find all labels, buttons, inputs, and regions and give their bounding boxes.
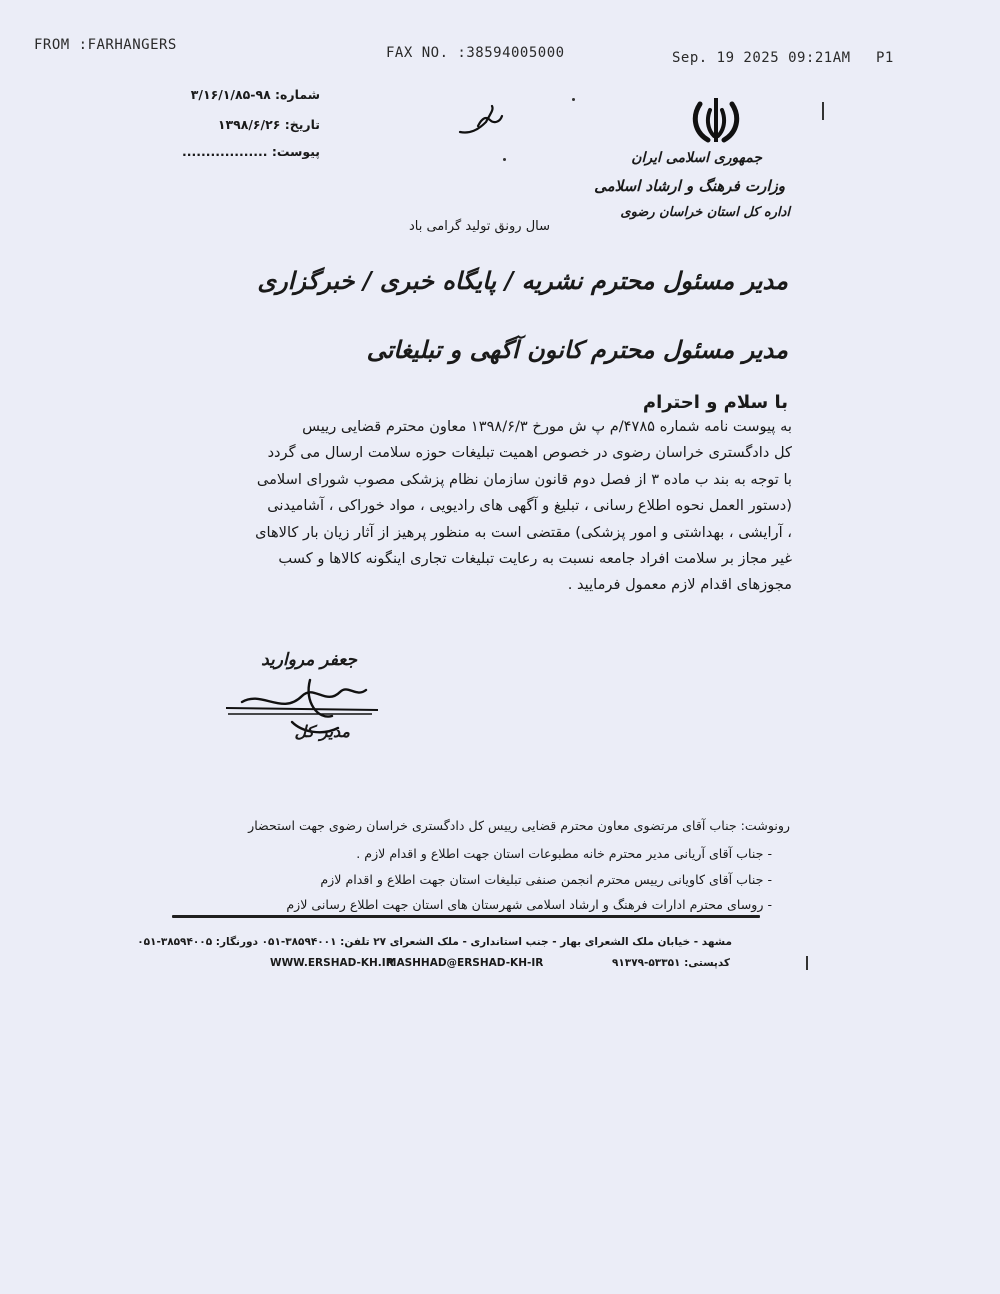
body-line: ، آرایشی ، بهداشتی و امور پزشکی) مقتضی است به منظور پرهیز از آثار زیان بار کالاهای [255, 523, 792, 541]
cc-line: - جناب آقای کاویانی رییس محترم انجمن صنفی تبلیغات استان جهت اطلاع و اقدام لازم [320, 872, 772, 887]
cc-line: رونوشت: جناب آقای مرتضوی معاون محترم قضایی رییس کل دادگستری خراسان رضوی جهت استحضار [248, 818, 790, 833]
signer-name: جعفر مروارید [261, 650, 357, 670]
cc-line: - روسای محترم ادارات فرهنگ و ارشاد اسلامی شهرستان های استان جهت اطلاع رسانی لازم [286, 897, 772, 912]
cc-line: - جناب آقای آریانی مدیر محترم خانه مطبوعات استان جهت اطلاع و اقدام لازم . [356, 846, 772, 861]
letterhead-office: اداره کل استان خراسان رضوی [620, 205, 790, 220]
fax-from: FROM :FARHANGERS [34, 37, 177, 53]
body-line: کل دادگستری خراسان رضوی در خصوص اهمیت تبلیغات حوزه سلامت ارسال می گردد [267, 444, 792, 462]
body-line: مجوزهای اقدام لازم معمول فرمایید . [567, 576, 792, 594]
footer-divider [172, 915, 760, 918]
body-line: (دستور العمل نحوه اطلاع رسانی ، تبلیغ و آگهی های رادیویی ، مواد خوراکی ، آشامیدنی [267, 497, 792, 515]
body-line: به پیوست نامه شماره ۴۷۸۵/م پ ش مورخ ۱۳۹۸/۶/۳ معاون محترم قضایی رییس [302, 418, 792, 435]
fax-page: P1 [876, 50, 894, 66]
body-line: با توجه به بند ب ماده ۳ از فصل دوم قانون سازمان نظام پزشکی مصوب شورای اسلامی [256, 470, 792, 488]
letterhead-country: جمهوری اسلامی ایران [631, 150, 762, 166]
letterhead-ministry: وزارت فرهنگ و ارشاد اسلامی [594, 177, 785, 195]
addressee-1: مدیر مسئول محترم نشریه / پایگاه خبری / خبرگزاری [257, 266, 788, 295]
signer-title: مدیر کل [294, 722, 350, 741]
letter-body [212, 414, 792, 599]
iran-emblem-icon [690, 96, 742, 146]
letter-attachment: پیوست: .................. [182, 144, 320, 159]
scan-dot [503, 158, 506, 161]
fax-number: FAX NO. :38594005000 [386, 45, 565, 61]
body-line: غیر مجاز بر سلامت افراد جامعه نسبت به رعایت تبلیغات تجاری اینگونه کالاها و کسب [278, 550, 792, 568]
addressee-2: مدیر مسئول محترم کانون آگهی و تبلیغاتی [366, 335, 788, 364]
scan-mark [822, 102, 824, 120]
footer-address: مشهد - خیابان ملک الشعرای بهار - جنب استانداری - ملک الشعرای ۲۷ تلفن: ۳۸۵۹۴۰۰۱-۰۵۱ دورنگار: ۳۸۵۹۴۰۰۵-۰۵۱ [137, 936, 732, 948]
scan-dot [572, 98, 575, 101]
greeting: با سلام و احترام [642, 392, 788, 413]
handwritten-mark [456, 104, 506, 138]
fax-datetime: Sep. 19 2025 09:21AM [672, 50, 851, 66]
letter-number: شماره: ۹۸-۳/۱۶/۱/۸۵ [190, 87, 320, 102]
scan-mark [806, 956, 808, 970]
footer-email: MASHHAD@ERSHAD-KH-IR [386, 957, 544, 969]
letter-date: تاریخ: ۱۳۹۸/۶/۲۶ [217, 117, 320, 132]
footer-postal-code: کدپستی: ۵۳۳۵۱-۹۱۳۷۹ [611, 957, 730, 969]
footer-website: WWW.ERSHAD-KH.IR [270, 957, 394, 969]
slogan: سال رونق تولید گرامی باد [408, 219, 550, 234]
